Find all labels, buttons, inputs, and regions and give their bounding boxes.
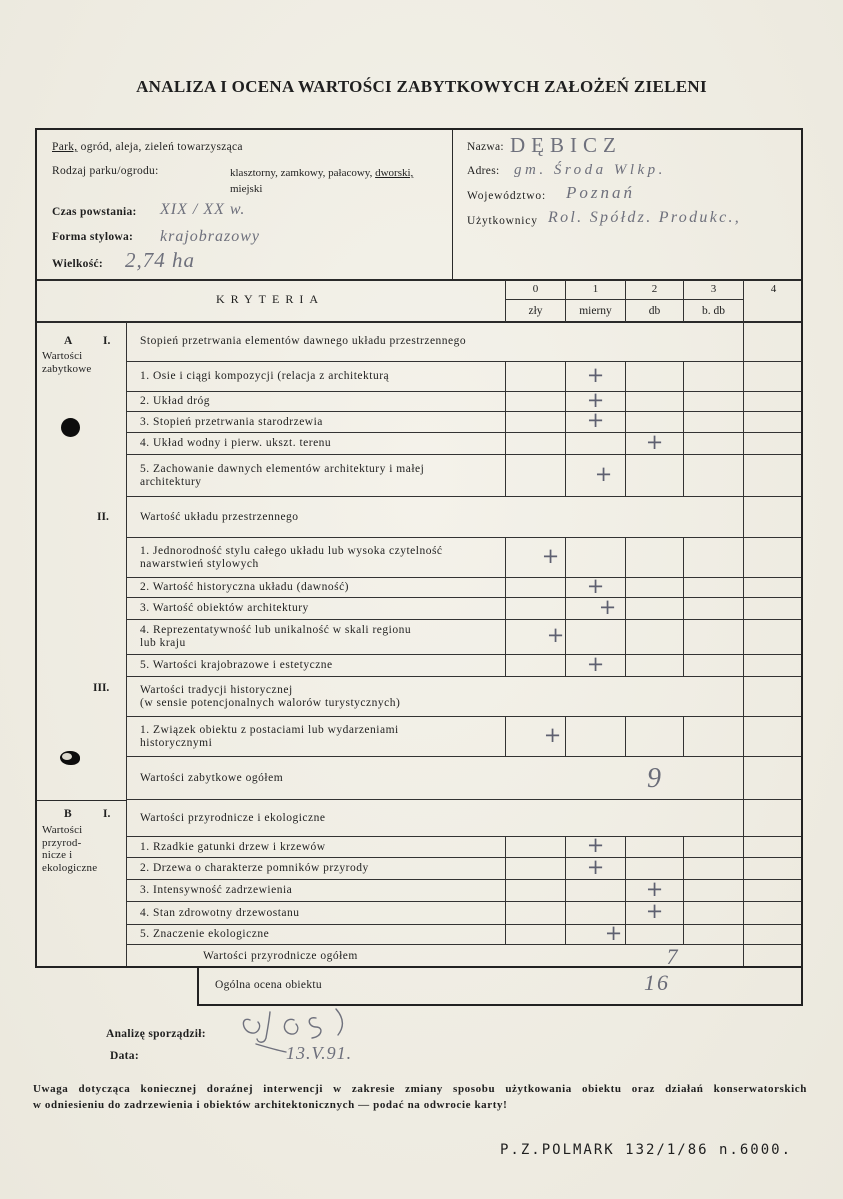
address-value: gm. Środa Wlkp. xyxy=(514,162,666,178)
section-letter: B xyxy=(64,808,72,820)
group-heading-label: Wartości przyrodnicze i ekologiczne xyxy=(140,811,326,824)
voivodeship-value: Poznań xyxy=(566,183,635,202)
style-form-value: krajobrazowy xyxy=(160,228,260,245)
criterion-label: 4. Stan zdrowotny drzewostanu xyxy=(140,906,300,919)
group-number: II. xyxy=(97,511,109,523)
object-type-selected: Park, xyxy=(52,141,78,153)
score-value: 3 xyxy=(684,280,743,300)
score-value: 1 xyxy=(566,280,625,300)
score-mark: + xyxy=(586,362,605,387)
group-number: I. xyxy=(103,808,111,820)
overall-score-box xyxy=(197,966,803,1006)
total-label: Wartości zabytkowe ogółem xyxy=(140,771,284,784)
score-mark: + xyxy=(645,429,664,454)
group-heading-label: Stopień przetrwania elementów dawnego układu przestrzennego xyxy=(140,335,467,347)
criterion-label: 1. Osie i ciągi kompozycji (relacja z architekturą xyxy=(140,370,390,382)
group-heading-label: Wartość układu przestrzennego xyxy=(140,510,299,523)
score-mark: + xyxy=(541,543,560,568)
section-name: Wartości zabytkowe xyxy=(42,350,92,375)
criterion-label: 5. Znaczenie ekologiczne xyxy=(140,928,270,940)
criteria-title: KRYTERIA xyxy=(216,292,324,306)
score-mark: + xyxy=(645,899,664,924)
overall-score-value: 16 xyxy=(644,970,670,995)
score-mark: + xyxy=(586,573,605,598)
date-label: Data: xyxy=(110,1050,139,1062)
criterion-label: 4. Układ wodny i pierw. ukszt. terenu xyxy=(140,437,332,449)
group-number: III. xyxy=(93,682,110,694)
park-kind-label: Rodzaj parku/ogrodu: xyxy=(52,165,159,177)
criterion-label: 2. Wartość historyczna układu (dawność) xyxy=(140,581,350,593)
score-mark: + xyxy=(586,387,605,412)
overall-score-label: Ogólna ocena obiektu xyxy=(215,979,322,991)
section-letter: A xyxy=(64,335,73,347)
score-label: db xyxy=(648,305,661,317)
criterion-label: 2. Drzewa o charakterze pomników przyrody xyxy=(140,862,369,874)
name-label: Nazwa: xyxy=(467,141,504,153)
score-label: zły xyxy=(528,305,543,317)
date-value: 13.V.91. xyxy=(286,1043,353,1063)
note-line-2: w odniesieniu do zadrzewienia i obiektów architektonicznych — podać na odwrocie karty! xyxy=(33,1099,508,1111)
prepared-by-label: Analizę sporządził: xyxy=(106,1028,206,1040)
voivodeship-label: Województwo: xyxy=(467,190,546,202)
park-kind-option-text: miejski xyxy=(230,183,263,195)
score-value: 2 xyxy=(626,280,683,300)
size-value: 2,74 ha xyxy=(125,248,195,272)
note-line-1: Uwaga dotycząca koniecznej doraźnej interwencji w zakresie zmiany sposobu użytkowania obiektu oraz działań konserwatorskich xyxy=(33,1083,807,1095)
score-mark: + xyxy=(586,833,605,858)
score-mark: + xyxy=(604,920,623,945)
total-label: Wartości przyrodnicze ogółem xyxy=(203,949,358,962)
score-mark: + xyxy=(586,408,605,433)
address-label: Adres: xyxy=(467,165,500,177)
score-mark: + xyxy=(594,461,613,486)
criterion-label: 5. Wartości krajobrazowe i estetyczne xyxy=(140,659,333,671)
total-value: 7 xyxy=(666,943,678,969)
score-mark: + xyxy=(645,876,664,901)
name-value: DĘBICZ xyxy=(510,133,622,157)
park-kind-selected: dworski, xyxy=(375,167,414,179)
criterion-label: 4. Reprezentatywność lub unikalność w skali regionu lub kraju xyxy=(140,624,412,649)
users-label: Użytkownicy xyxy=(467,215,538,227)
object-type-options: ogród, aleja, zieleń towarzysząca xyxy=(77,141,243,153)
score-mark: + xyxy=(586,854,605,879)
users-value: Rol. Spółdz. Produkc., xyxy=(548,209,742,226)
print-code: P.Z.POLMARK 132/1/86 n.6000. xyxy=(500,1142,793,1158)
form-title: ANALIZA I OCENA WARTOŚCI ZABYTKOWYCH ZAŁOŻEŃ ZIELENI xyxy=(136,77,707,96)
section-name: Wartości przyrod- nicze i ekologiczne xyxy=(42,824,98,874)
score-value: 0 xyxy=(506,280,565,300)
criterion-label: 3. Intensywność zadrzewienia xyxy=(140,884,293,896)
creation-time-value: XIX / XX w. xyxy=(160,201,246,218)
criterion-label: 1. Związek obiektu z postaciami lub wydarzeniami historycznymi xyxy=(140,723,399,749)
criterion-label: 1. Rzadkie gatunki drzew i krzewów xyxy=(140,840,326,853)
score-label: b. db xyxy=(702,305,725,317)
style-form-label: Forma stylowa: xyxy=(52,231,134,243)
creation-time-label: Czas powstania: xyxy=(52,206,137,218)
form-frame xyxy=(35,128,803,968)
total-value: 9 xyxy=(647,762,661,794)
park-kind-option-text: klasztorny, zamkowy, pałacowy, xyxy=(230,167,376,179)
group-number: I. xyxy=(103,335,111,347)
group-heading-label: Wartości tradycji historycznej (w sensie potencjonalnych walorów turystycznych) xyxy=(140,683,401,709)
criterion-label: 3. Wartość obiektów architektury xyxy=(140,602,309,614)
score-mark: + xyxy=(546,623,565,648)
score-mark: + xyxy=(586,651,605,676)
score-label: mierny xyxy=(579,305,612,317)
criterion-label: 2. Układ dróg xyxy=(140,395,211,407)
criterion-label: 3. Stopień przetrwania starodrzewia xyxy=(140,415,323,428)
score-mark: + xyxy=(598,594,617,619)
size-label: Wielkość: xyxy=(52,258,104,270)
score-mark: + xyxy=(543,722,562,747)
criterion-label: 1. Jednorodność stylu całego układu lub wysoka czytelność nawarstwień stylowych xyxy=(140,544,443,570)
criterion-label: 5. Zachowanie dawnych elementów architektury i małej architektury xyxy=(140,462,425,488)
score-value: 4 xyxy=(770,283,777,295)
